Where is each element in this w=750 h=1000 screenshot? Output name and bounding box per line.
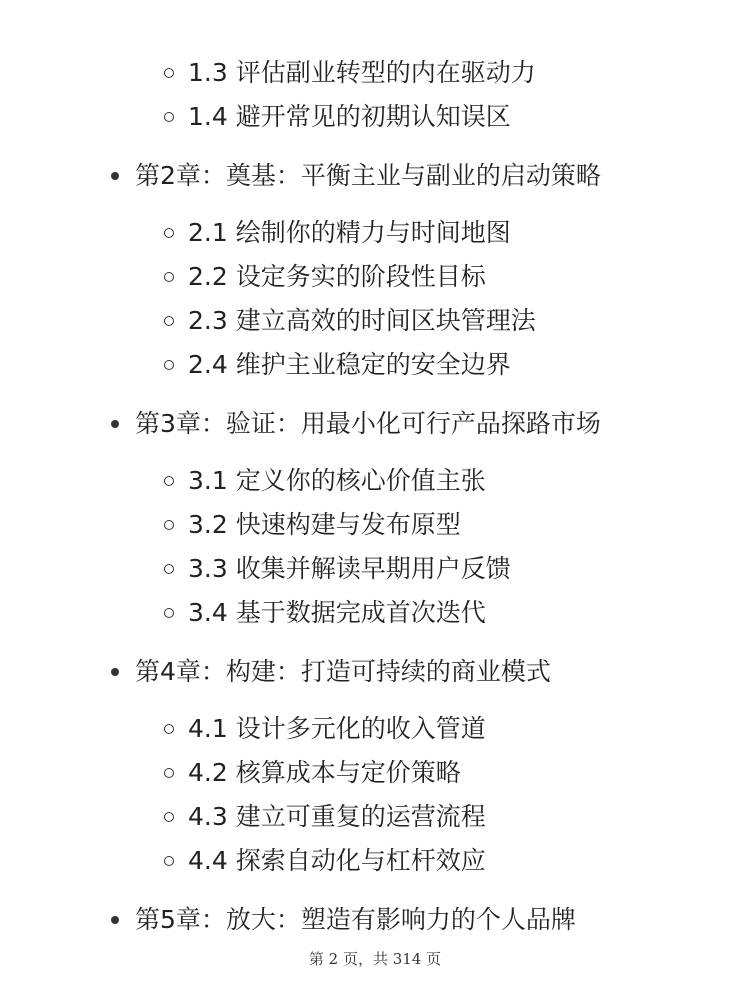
toc-subitem-label: 4.3 建立可重复的运营流程 [188, 802, 486, 831]
toc-chapter [0, 154, 750, 198]
toc-subitem [0, 839, 750, 883]
hollow-bullet-icon [164, 564, 174, 574]
toc-subitem-label: 2.3 建立高效的时间区块管理法 [188, 306, 536, 335]
toc-subitem-label: 4.1 设计多元化的收入管道 [188, 714, 486, 743]
toc-subitem [0, 299, 750, 343]
hollow-bullet-icon [164, 856, 174, 866]
toc-subitem-label: 3.3 收集并解读早期用户反馈 [188, 554, 511, 583]
toc-subitem-label: 2.1 绘制你的精力与时间地图 [188, 218, 511, 247]
toc-subitem [0, 795, 750, 839]
filled-bullet-icon [111, 172, 119, 180]
hollow-bullet-icon [164, 476, 174, 486]
toc-subitem-label: 3.4 基于数据完成首次迭代 [188, 598, 486, 627]
page-number-footer: 第 2 页，共 314 页 [308, 950, 442, 968]
toc-chapter-label: 第3章：验证：用最小化可行产品探路市场 [135, 409, 601, 438]
table-of-contents [0, 51, 750, 942]
hollow-bullet-icon [164, 812, 174, 822]
toc-subitem-label: 1.3 评估副业转型的内在驱动力 [188, 58, 536, 87]
toc-subitem [0, 95, 750, 139]
toc-subitem-label: 4.4 探索自动化与杠杆效应 [188, 846, 486, 875]
toc-subitem [0, 211, 750, 255]
hollow-bullet-icon [164, 360, 174, 370]
toc-subitem-label: 3.2 快速构建与发布原型 [188, 510, 461, 539]
hollow-bullet-icon [164, 608, 174, 618]
toc-chapter [0, 402, 750, 446]
hollow-bullet-icon [164, 724, 174, 734]
toc-subitem [0, 547, 750, 591]
filled-bullet-icon [111, 916, 119, 924]
toc-chapter-label: 第4章：构建：打造可持续的商业模式 [135, 657, 551, 686]
hollow-bullet-icon [164, 520, 174, 530]
toc-subitem-label: 3.1 定义你的核心价值主张 [188, 466, 486, 495]
hollow-bullet-icon [164, 228, 174, 238]
hollow-bullet-icon [164, 272, 174, 282]
hollow-bullet-icon [164, 316, 174, 326]
toc-subitem [0, 343, 750, 387]
toc-subitem [0, 751, 750, 795]
hollow-bullet-icon [164, 68, 174, 78]
toc-subitem-label: 2.2 设定务实的阶段性目标 [188, 262, 486, 291]
hollow-bullet-icon [164, 112, 174, 122]
toc-chapter [0, 898, 750, 942]
toc-subitem [0, 707, 750, 751]
toc-chapter-label: 第5章：放大：塑造有影响力的个人品牌 [135, 905, 576, 934]
filled-bullet-icon [111, 668, 119, 676]
toc-subitem [0, 255, 750, 299]
toc-subitem [0, 459, 750, 503]
hollow-bullet-icon [164, 768, 174, 778]
toc-chapter-label: 第2章：奠基：平衡主业与副业的启动策略 [135, 161, 601, 190]
toc-subitem-label: 2.4 维护主业稳定的安全边界 [188, 350, 511, 379]
toc-subitem-label: 4.2 核算成本与定价策略 [188, 758, 461, 787]
toc-subitem [0, 51, 750, 95]
toc-subitem [0, 591, 750, 635]
toc-subitem-label: 1.4 避开常见的初期认知误区 [188, 102, 511, 131]
toc-chapter [0, 650, 750, 694]
toc-subitem [0, 503, 750, 547]
filled-bullet-icon [111, 420, 119, 428]
